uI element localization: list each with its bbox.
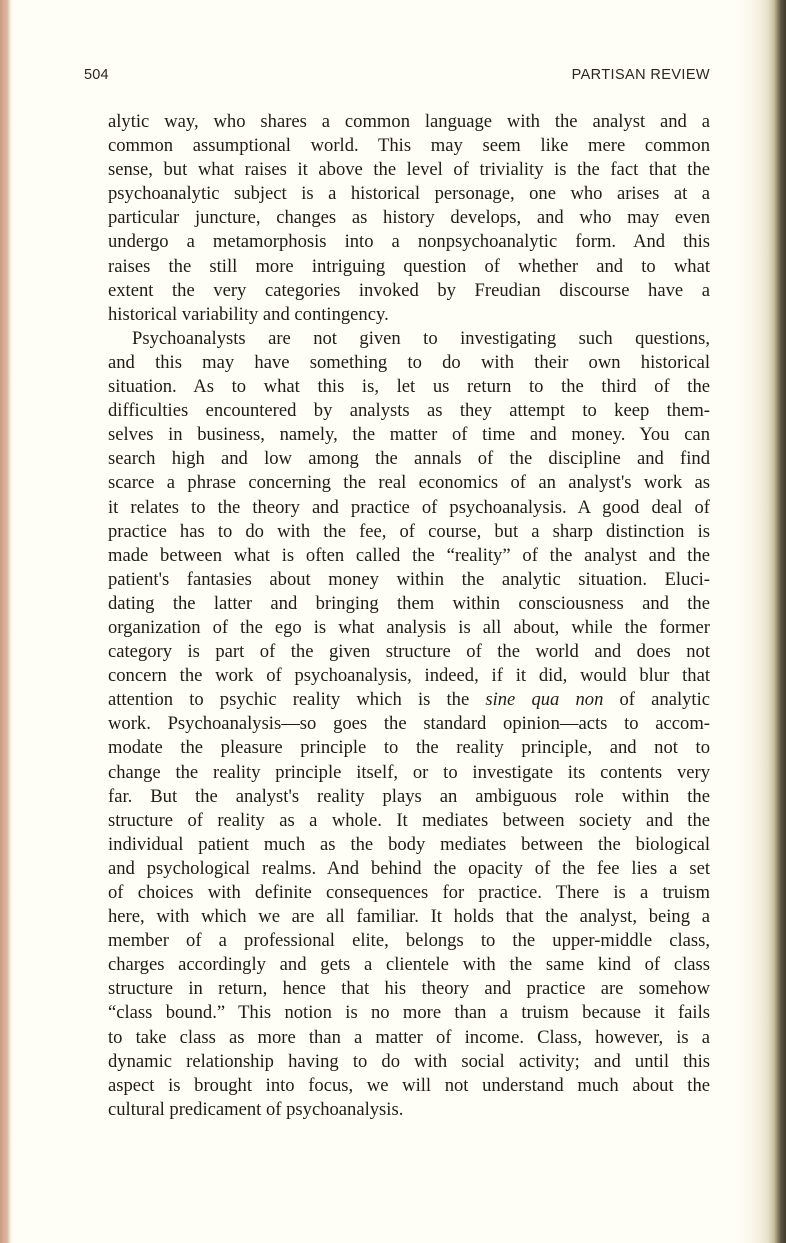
- text-line: aspect is brought into focus, we will not understand much about the: [108, 1074, 710, 1096]
- page-number: 504: [84, 67, 109, 83]
- text-line: situation. As to what this is, let us return to the third of the: [108, 376, 710, 398]
- text-line: psychoanalytic subject is a historical personage, one who arises at a: [108, 183, 710, 205]
- text-line: extent the very categories invoked by Freudian discourse have a: [108, 279, 710, 301]
- text-line: modate the pleasure principle to the reality principle, and not to: [108, 737, 710, 759]
- text-line: difficulties encountered by analysts as they attempt to keep them-: [108, 400, 710, 422]
- text-line: category is part of the given structure of the world and does not: [108, 641, 710, 663]
- text-line: and psychological realms. And behind the opacity of the fee lies a set: [108, 857, 710, 879]
- text-line: practice has to do with the fee, of course, but a sharp distinction is: [108, 520, 710, 542]
- italic-phrase: sine qua non: [485, 689, 604, 711]
- text-line: dynamic relationship having to do with social activity; and until this: [108, 1050, 710, 1072]
- text-line: and this may have something to do with their own historical: [108, 351, 710, 373]
- text-line: charges accordingly and gets a clientele with the same kind of class: [108, 954, 710, 976]
- text-line: undergo a metamorphosis into a nonpsychoanalytic form. And this: [108, 231, 710, 253]
- text-line: “class bound.” This notion is no more than a truism because it fails: [108, 1002, 710, 1024]
- text-line: member of a professional elite, belongs to the upper-middle class,: [108, 930, 710, 952]
- text-line-with-italic: [108, 688, 710, 712]
- text-line: structure of reality as a whole. It mediates between society and the: [108, 809, 710, 831]
- text-line: scarce a phrase concerning the real economics of an analyst's work as: [108, 472, 710, 494]
- text-line: structure in return, hence that his theory and practice are somehow: [108, 978, 710, 1000]
- body-text: [108, 110, 710, 1122]
- journal-title: PARTISAN REVIEW: [571, 67, 710, 83]
- text-line: raises the still more intriguing question of whether and to what: [108, 255, 710, 277]
- text-line: of choices with definite consequences for practice. There is a truism: [108, 882, 710, 903]
- text-line: here, with which we are all familiar. It holds that the analyst, being a: [108, 906, 710, 928]
- text-line: alytic way, who shares a common language with the analyst and a: [108, 111, 710, 132]
- text-line: made between what is often called the “reality” of the analyst and the: [108, 544, 710, 566]
- text-line: dating the latter and bringing them within consciousness and the: [108, 592, 710, 614]
- text-line: to take class as more than a matter of income. Class, however, is a: [108, 1026, 710, 1048]
- text-line: work. Psychoanalysis—so goes the standard opinion—acts to accom-: [108, 713, 710, 735]
- text-line: change the reality principle itself, or to investigate its contents very: [108, 761, 710, 783]
- paragraph-2: [108, 327, 710, 1122]
- text-segment: attention to psychic reality which is the: [108, 689, 486, 711]
- text-line: organization of the ego is what analysis is all about, while the former: [108, 616, 710, 638]
- text-line: search high and low among the annals of the discipline and find: [108, 448, 710, 470]
- text-line: cultural predicament of psychoanalysis.: [108, 1098, 404, 1120]
- text-line: concern the work of psychoanalysis, indeed, if it did, would blur that: [108, 665, 710, 687]
- text-line: common assumptional world. This may seem like mere common: [108, 135, 710, 157]
- text-line: particular juncture, changes as history develops, and who may even: [108, 207, 710, 229]
- text-line: Psychoanalysts are not given to investigating such questions,: [132, 327, 710, 349]
- text-line: selves in business, namely, the matter of time and money. You can: [108, 424, 710, 446]
- text-segment: of analytic: [603, 689, 710, 711]
- text-line: patient's fantasies about money within the analytic situation. Eluci-: [108, 568, 710, 590]
- text-line: individual patient much as the body mediates between the biological: [108, 833, 710, 855]
- text-line: it relates to the theory and practice of psychoanalysis. A good deal of: [108, 496, 710, 518]
- text-line: historical variability and contingency.: [108, 303, 389, 325]
- paragraph-1: [108, 110, 710, 327]
- text-line: sense, but what raises it above the level of triviality is the fact that the: [108, 159, 710, 181]
- text-line: far. But the analyst's reality plays an ambiguous role within the: [108, 785, 710, 807]
